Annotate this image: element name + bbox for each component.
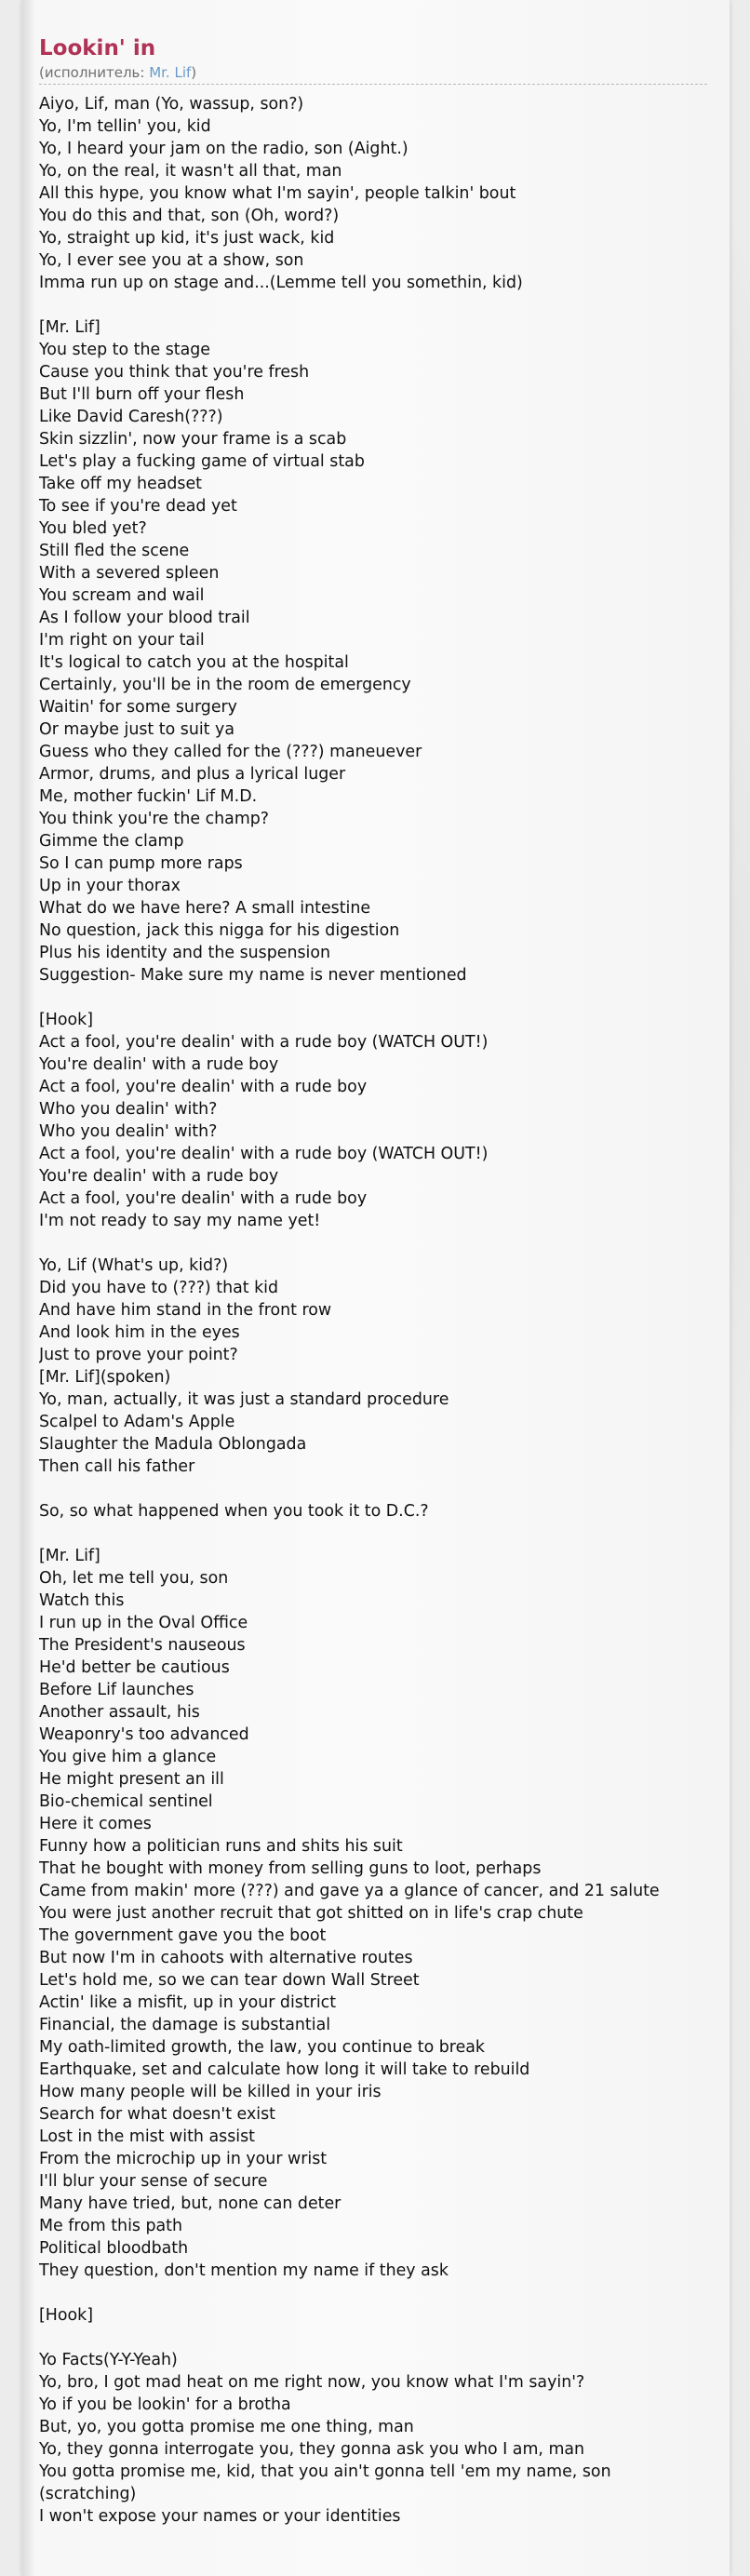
performer-prefix: (исполнитель: — [39, 64, 150, 81]
song-title: Lookin' in — [39, 36, 156, 60]
header-divider — [39, 84, 707, 85]
artist-link[interactable]: Mr. Lif — [149, 64, 192, 81]
lyrics-text: Aiyo, Lif, man (Yo, wassup, son?) Yo, I'm tellin' you, kid Yo, I heard your jam on the radio, son (Aight.) Yo, on the real, it wasn't all that, man All this hype, you know what I'm sayin', people talkin' bout You do this and that, son (Oh, word?) Yo, straight up kid, it's just wack, kid Yo, I ever see you at a show, son Imma run up on stage and...(Lemme tell you somethin, kid) [Mr. Lif] You step to the stage Cause you think that you're fresh But I'll burn off your flesh Like David Caresh(???) Skin sizzlin', now your frame is a scab Let's play a fucking game of virtual stab Take off my headset To see if you're dead yet You bled yet? Still fled the scene With a severed spleen You scream and wail As I follow your blood trail I'm right on your tail It's logical to catch you at the hospital Certainly, you'll be in the room de emergency Waitin' for some surgery Or maybe just to suit ya Guess who they called for the (???) maneuever Armor, drums, and plus a lyrical luger Me, mother fuckin' Lif M.D. You think you're the champ? Gimme the clamp So I can pump more raps Up in your thorax What do we have here? A small intestine No question, jack this nigga for his digestion Plus his identity and the suspension Suggestion- Make sure my name is never mentioned [Hook] Act a fool, you're dealin' with a rude boy (WATCH OUT!) You're dealin' with a rude boy Act a fool, you're dealin' with a rude boy Who you dealin' with? Who you dealin' with? Act a fool, you're dealin' with a rude boy (WATCH OUT!) You're dealin' with a rude boy Act a fool, you're dealin' with a rude boy I'm not ready to say my name yet! Yo, Lif (What's up, kid?) Did you have to (???) that kid And have him stand in the front row And look him in the eyes Just to prove your point? [Mr. Lif](spoken) Yo, man, actually, it was just a standard procedure Scalpel to Adam's Apple Slaughter the Madula Oblongada Then call his father So, so what happened when you took it to D.C.? [Mr. Lif] Oh, let me tell you, son Watch this I run up in the Oval Office The President's nauseous He'd better be cautious Before Lif launches Another assault, his Weaponry's too advanced You give him a glance He might present an ill Bio-chemical sentinel Here it comes Funny how a politician runs and shits his suit That he bought with money from selling guns to loot, perhaps Came from makin' more (???) and gave ya a glance of cancer, and 21 salute You were just another recruit that got shitted on in life's crap chute The government gave you the boot But now I'm in cahoots with alternative routes Let's hold me, so we can tear down Wall Street Actin' like a misfit, up in your district Financial, the damage is substantial My oath-limited growth, the law, you continue to break Earthquake, set and calculate how long it will take to rebuild How many people will be killed in your iris Search for what doesn't exist Lost in the mist with assist From the microchip up in your wrist I'll blur your sense of secure Many have tried, but, none can deter Me from this path Political bloodbath They question, don't mention my name if they ask [Hook] Yo Facts(Y-Y-Yeah) Yo, bro, I got mad heat on me right now, you know what I'm sayin'? Yo if you be lookin' for a brotha But, yo, you gotta promise me one thing, man Yo, they gonna interrogate you, they gonna ask you who I am, man You gotta promise me, kid, that you ain't gonna tell 'em my name, son (scratching) I won't expose your names or your identities — [39, 95, 660, 2526]
song-header — [39, 35, 707, 85]
performer-line — [39, 63, 707, 82]
performer-suffix: ) — [191, 64, 197, 81]
